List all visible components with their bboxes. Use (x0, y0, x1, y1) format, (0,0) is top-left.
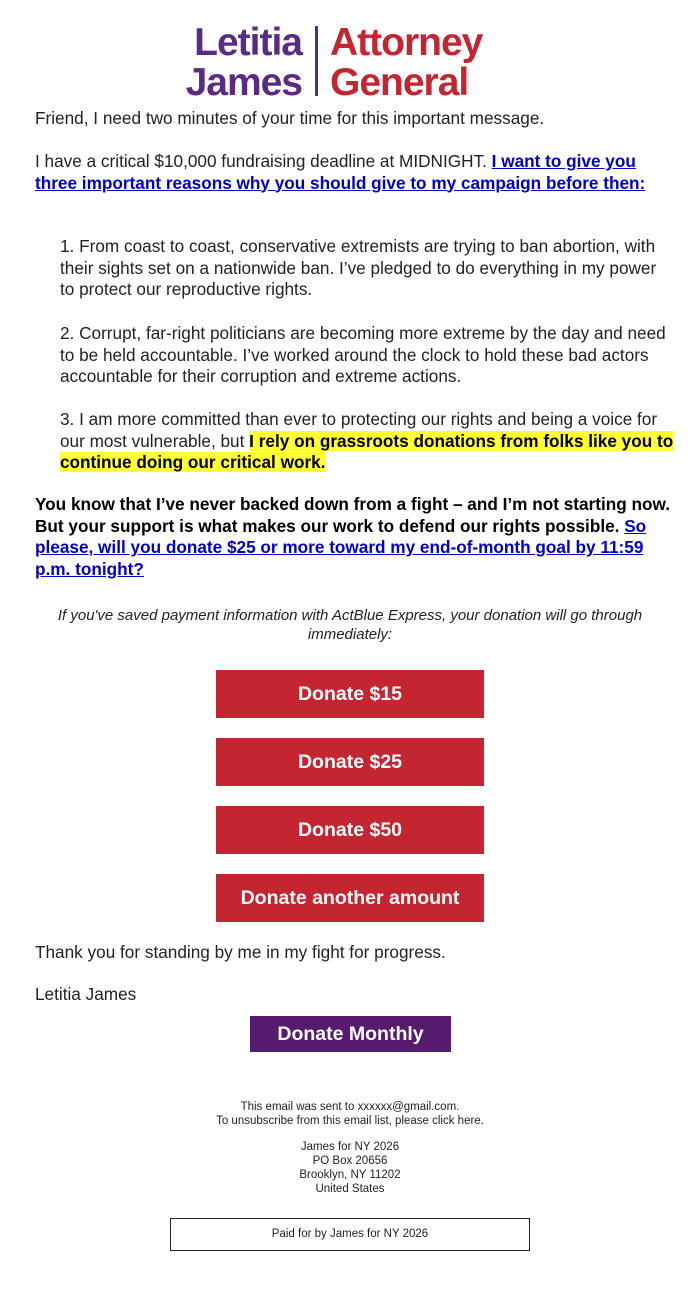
paid-for-box: Paid for by James for NY 2026 (170, 1218, 530, 1251)
deadline-text: I have a critical $10,000 fundraising deadline at MIDNIGHT. (35, 151, 492, 171)
footer-country: United States (315, 1183, 385, 1195)
signature: Letitia James (35, 984, 137, 1004)
logo-title-line2: General (330, 61, 469, 100)
donate-25-button[interactable]: Donate $25 (216, 738, 484, 786)
donate-other-amount-button[interactable]: Donate another amount (216, 874, 484, 922)
reason-3-text: 3. I am more committed than ever to protecting our rights and being a voice for our most vulnerable, but (60, 409, 658, 451)
footer-sent-to: This email was sent to xxxxxx@gmail.com. (240, 1101, 460, 1113)
donate-50-button[interactable]: Donate $50 (216, 806, 484, 854)
logo-svg (170, 22, 530, 100)
reason-3-highlight: I rely on grassroots donations from folks like you to continue doing our critical work. (60, 430, 674, 472)
logo-last-name: James (185, 61, 302, 100)
campaign-logo (0, 22, 700, 100)
intro-paragraph: Friend, I need two minutes of your time for this important message. (35, 108, 545, 128)
logo-divider (315, 26, 318, 96)
reason-2: 2. Corrupt, far-right politicians are becoming more extreme by the day and need to be held accountable. I’ve worked around the clock to hold these bad actors accountable for their corruption and extreme actions. (60, 323, 666, 386)
deadline-link[interactable]: I want to give you three important reasons why you should give to my campaign before then: (35, 151, 646, 193)
footer-city: Brooklyn, NY 11202 (299, 1169, 401, 1181)
footer-po-box: PO Box 20656 (312, 1155, 388, 1167)
thanks-line: Thank you for standing by me in my fight for progress. (35, 942, 446, 962)
closing-paragraph (35, 494, 675, 580)
logo-first-name: Letitia (194, 22, 302, 64)
donate-15-button[interactable]: Donate $15 (216, 670, 484, 718)
deadline-paragraph (35, 151, 675, 194)
closing-bold-text: You know that I’ve never backed down from a fight – and I’m not starting now. But your support is what makes our work to defend our rights possible. (35, 494, 671, 536)
logo-title-line1: Attorney (330, 22, 483, 64)
footer-unsubscribe[interactable]: To unsubscribe from this email list, please click here. (216, 1115, 484, 1127)
closing-donate-link[interactable]: So please, will you donate $25 or more toward my end-of-month goal by 11:59 p.m. tonight? (35, 515, 647, 579)
footer-org: James for NY 2026 (300, 1141, 400, 1153)
reason-3 (60, 409, 675, 474)
reason-1: 1. From coast to coast, conservative extremists are trying to ban abortion, with their sights set on a nationwide ban. I’ve pledged to do everything in my power to protect our reproductive rights. (60, 236, 657, 299)
actblue-express-note: If you've saved payment information with ActBlue Express, your donation will go through immediately: (57, 607, 643, 643)
donate-monthly-button[interactable]: Donate Monthly (250, 1016, 451, 1052)
